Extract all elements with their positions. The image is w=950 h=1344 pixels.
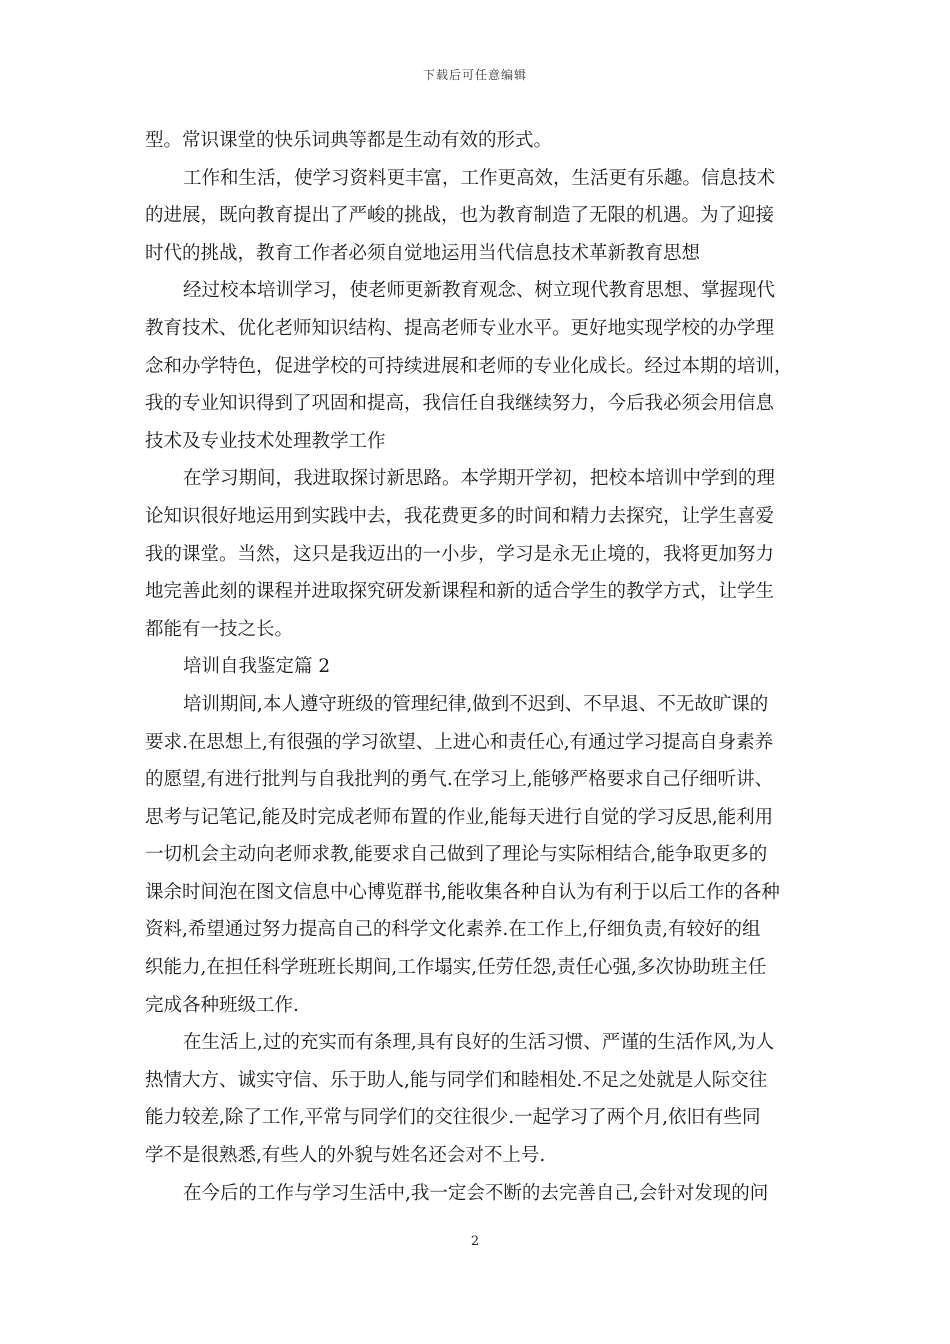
- text-line: 织能力,在担任科学班班长期间,工作塌实,任劳任怨,责任心强,多次协助班主任: [145, 957, 767, 979]
- text-line: 论知识很好地运用到实践中去，我花费更多的时间和精力去探究，让学生喜爱: [145, 505, 775, 527]
- page-number: 2: [470, 1234, 480, 1249]
- text-line: 技术及专业技术处理教学工作: [145, 430, 386, 452]
- text-line: 工作和生活，使学习资料更丰富，工作更高效，生活更有乐趣。信息技术: [183, 167, 776, 189]
- page-header: 下载后可任意编辑: [422, 68, 527, 82]
- text-line: 我的课堂。当然，这只是我迈出的一小步，学习是永无止境的，我将更加努力: [145, 543, 775, 565]
- text-line: 思考与记笔记,能及时完成老师布置的作业,能每天进行自觉的学习反思,能利用: [145, 806, 774, 828]
- text-line: 资料,希望通过努力提高自己的科学文化素养.在工作上,仔细负责,有较好的组: [145, 919, 761, 941]
- document-body: [145, 122, 805, 1212]
- text-line: 课余时间泡在图文信息中心博览群书,能收集各种自认为有利于以后工作的各种: [145, 881, 780, 903]
- paragraph: [145, 1175, 805, 1213]
- paragraph: [145, 160, 805, 273]
- text-line: 地完善此刻的课程并进取探究研发新课程和新的适合学生的教学方式，让学生: [145, 581, 775, 603]
- text-line: 在生活上,过的充实而有条理,具有良好的生活习惯、严谨的生活作风,为人: [183, 1032, 775, 1054]
- text-line: 念和办学特色，促进学校的可持续进展和老师的专业化成长。经过本期的培训，: [145, 355, 793, 377]
- paragraph: [145, 122, 805, 160]
- section-heading: [145, 648, 805, 686]
- text-line: 能力较差,除了工作,平常与同学们的交往很少.一起学习了两个月,依旧有些同: [145, 1107, 761, 1129]
- paragraph: [145, 1024, 805, 1174]
- text-line: 在学习期间，我进取探讨新思路。本学期开学初，把校本培训中学到的理: [183, 468, 776, 490]
- text-line: 在今后的工作与学习生活中,我一定会不断的去完善自己,会针对发现的问: [183, 1182, 769, 1204]
- paragraph: [145, 460, 805, 648]
- text-line: 的愿望,有进行批判与自我批判的勇气.在学习上,能够严格要求自己仔细听讲、: [145, 769, 774, 791]
- paragraph: [145, 686, 805, 1024]
- text-line: 型。常识课堂的快乐词典等都是生动有效的形式。: [145, 130, 553, 151]
- paragraph: [145, 272, 805, 460]
- text-line: 完成各种班级工作.: [145, 994, 299, 1016]
- text-line: 我的专业知识得到了巩固和提高，我信任自我继续努力，今后我必须会用信息: [145, 393, 775, 415]
- text-line: 都能有一技之长。: [145, 618, 294, 640]
- text-line: 的进展，既向教育提出了严峻的挑战，也为教育制造了无限的机遇。为了迎接: [145, 205, 775, 227]
- text-line: 时代的挑战，教育工作者必须自觉地运用当代信息技术革新教育思想: [145, 242, 701, 264]
- text-line: 教育技术、优化老师知识结构、提高老师专业水平。更好地实现学校的办学理: [145, 317, 775, 339]
- heading-line: 培训自我鉴定篇 2: [183, 656, 331, 678]
- text-line: 一切机会主动向老师求教,能要求自己做到了理论与实际相结合,能争取更多的: [145, 844, 768, 866]
- text-line: 要求.在思想上,有很强的学习欲望、上进心和责任心,有通过学习提高自身素养: [145, 731, 774, 753]
- text-line: 学不是很熟悉,有些人的外貌与姓名还会对不上号.: [145, 1145, 546, 1167]
- text-line: 经过校本培训学习，使老师更新教育观念、树立现代教育思想、掌握现代: [183, 280, 776, 302]
- text-line: 热情大方、诚实守信、乐于助人,能与同学们和睦相处.不足之处就是人际交往: [145, 1069, 768, 1091]
- text-line: 培训期间,本人遵守班级的管理纪律,做到不迟到、不早退、不无故旷课的: [183, 693, 769, 715]
